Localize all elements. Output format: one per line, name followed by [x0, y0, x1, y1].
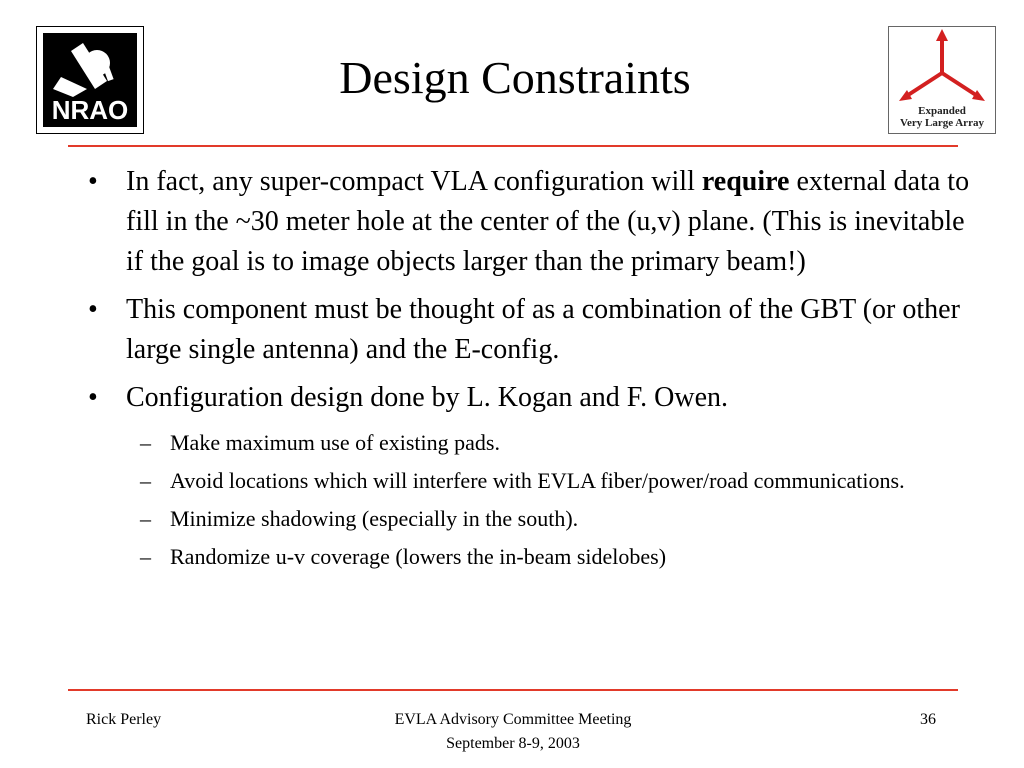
sub-bullet-item — [84, 502, 1020, 536]
sub-bullet-text: Avoid locations which will interfere with EVLA fiber/power/road communications. — [170, 468, 905, 493]
bullet-text-emphasis: require — [701, 166, 790, 197]
sub-bullet-text: Make maximum use of existing pads. — [170, 430, 500, 455]
sub-bullet-text: Minimize shadowing (especially in the south). — [170, 506, 579, 531]
sub-bullet-item — [84, 464, 1020, 498]
bullet-item — [84, 162, 984, 282]
evla-logo-caption — [889, 105, 995, 129]
y-array-icon — [889, 27, 995, 107]
sub-bullet-item — [84, 426, 1020, 460]
bullet-marker: • — [88, 382, 98, 413]
bullet-item — [84, 290, 984, 370]
slide-title: Design Constraints — [339, 52, 691, 103]
nrao-logo-text: NRAO — [51, 95, 129, 125]
radio-telescope-icon — [43, 33, 137, 127]
sub-bullet-marker: – — [140, 506, 151, 531]
bullet-marker: • — [88, 166, 98, 197]
evla-caption-line2: Very Large Array — [900, 117, 984, 129]
sub-bullet-marker: – — [140, 544, 151, 569]
footer-event — [340, 708, 686, 756]
sub-bullet-marker: – — [140, 468, 151, 493]
bottom-divider — [68, 689, 958, 691]
sub-bullet-item — [84, 540, 1020, 574]
bullet-text: Configuration design done by L. Kogan and F. Owen. — [126, 382, 728, 413]
bullet-text-post: external data to fill in the ~30 meter hole at the center of the (u,v) plane. (This is inevitable if the goal is to image objects larger than the primary beam!) — [126, 166, 970, 277]
bullet-marker: • — [88, 294, 98, 325]
sub-bullet-text: Randomize u-v coverage (lowers the in-beam sidelobes) — [170, 544, 667, 569]
top-divider — [68, 145, 958, 147]
evla-caption-line1: Expanded — [918, 105, 966, 117]
nrao-logo — [36, 26, 144, 134]
footer-author: Rick Perley — [86, 711, 162, 728]
page-number: 36 — [920, 711, 936, 728]
bullet-item — [84, 378, 984, 418]
footer-event-date: September 8-9, 2003 — [446, 735, 580, 752]
bullet-text: This component must be thought of as a combination of the GBT (or other large single antenna) and the E-config. — [126, 294, 960, 365]
evla-logo — [888, 26, 996, 134]
sub-bullet-marker: – — [140, 430, 151, 455]
bullet-text-pre: In fact, any super-compact VLA configuration will — [126, 166, 702, 197]
slide-body — [84, 162, 984, 578]
footer-event-title: EVLA Advisory Committee Meeting — [394, 711, 632, 728]
